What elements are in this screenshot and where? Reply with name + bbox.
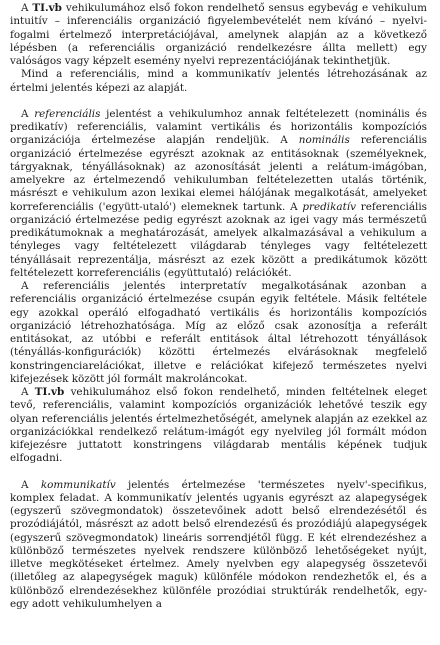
paragraph (10, 386, 427, 466)
document-page (10, 2, 427, 611)
text-run: Mind a referenciális, mind a kommunikatív jelentés létrehozásának az értelmi jelentés képezi az alapját. (10, 68, 427, 94)
italic-term: predikatív (302, 200, 356, 213)
text-run: jelentés értelmezése 'természetes nyelv'-specifikus, komplex feladat. A kommunikatív jelentés ugyanis egyrészt az alapegységek (egyszerű szövegmondatok) összetevőinek adott belső elrendezésétől és prozódiájától, másrészt az adott belső elrendezésű és prozódiájú alapegységek (egyszerű szövegmondatok) lineáris sorrendjétől függ. E két elrendezéshez a különböző természetes nyelvek rendszere különböző lehetőségeket nyújt, illetve megkötéseket értelmez. Amely nyelvben egy alapegység összetevői (illetőleg az alapegységek maguk) különféle módokon rendezhetők el, és a különböző elrendezésekhez különféle prozódiai struktúrák rendelhetők, egy-egy adott vehikulumhelyen a (10, 478, 428, 610)
text-run: A (21, 2, 33, 14)
paragraph (10, 280, 427, 386)
text-run: referenciális organizáció értelmezése pedig egyrészt azoknak az igei vagy más természetű predikátumoknak a meghatározását, amelyek alkalmazásával a vehikulum a tényleges vagy feltételezett világdarab tényleges vagy feltételezett tényállásait reprezentálja, másrészt az ezek között a predikátumok között feltételezett korreferenciális (együttutaló) relációkét. (10, 200, 427, 279)
text-run: A (21, 107, 35, 120)
text-run: referenciális organizáció értelmezése egyrészt azoknak az entitásoknak (személyeknek, tárgyaknak, tényállásoknak) az azonosítását jelenti a relátum-imágóban, amelyekre az értelmezendő vehikulumban feltételezetten utalás történik, másrészt e vehikulum azon lexikai elemei hálójának megalkotását, amelyeket korreferenciális ('együtt-utaló') elemeknek tartunk. A (10, 134, 427, 213)
paragraph (10, 479, 427, 612)
paragraph (10, 108, 427, 280)
paragraph (10, 68, 427, 95)
italic-term: referenciális (34, 107, 101, 120)
italic-term: kommunikatív (40, 478, 116, 491)
italic-term: nominális (298, 134, 350, 147)
text-run: A (21, 386, 35, 398)
text-run: jelentést a vehikulumhoz annak feltételezett (nominális és predikatív) referenciális, valamint vertikális és horizontális kompozíciós organizációja értelmezése alapján rendeljük. A (10, 107, 427, 147)
bold-term: TI.vb (32, 2, 62, 14)
text-run: vehikulumához első fokon rendelhető, minden feltételnek eleget tevő, referenciális, valamint kompozíciós organizációk lehetővé teszik egy olyan referenciális jelentés értelmezhetőségét, amelynek alapján az ezekkel az organizációkkal rendelkező relátum-imágót egy nyelvileg jól formált módon kifejezésre juttatott konstringens világdarab mentális képének tudjuk elfogadni. (10, 386, 427, 465)
text-run: A referenciális jelentés interpretatív megalkotásának azonban a referenciális organizáció értelmezése csupán egyik feltétele. Másik feltétele egy azokkal operáló elfogadható vertikális és horizontális kompozíciós organizáció létrehozhatósága. Míg az előző csak azonosítja a referált entitásokat, az utóbbi e referált entitások által létrehozott tényállások (tényállás-konfigurációk) közötti értelmezés elvárásoknak megfelelő konstringenciarelációkat, illetve e relációkat kifejező természetes nyelvi kifejezések között jól formált makroláncokat. (10, 280, 427, 385)
paragraph (10, 2, 427, 68)
bold-term: TI.vb (34, 386, 65, 398)
text-run: vehikulumához első fokon rendelhető sensus egybevág e vehikulum intuitív – inferenciális organizáció figyelembevételét nem kívánó – nyelvi-fogalmi értelmező interpretációjával, amelynek alapján az a következő lépésben (a referenciális organizáció rendelkezésre állta mellett) egy valóságos vagy képzelt esemény nyelvi reprezentációjának tekinthetjük. (10, 2, 427, 67)
text-run: A (21, 478, 41, 491)
